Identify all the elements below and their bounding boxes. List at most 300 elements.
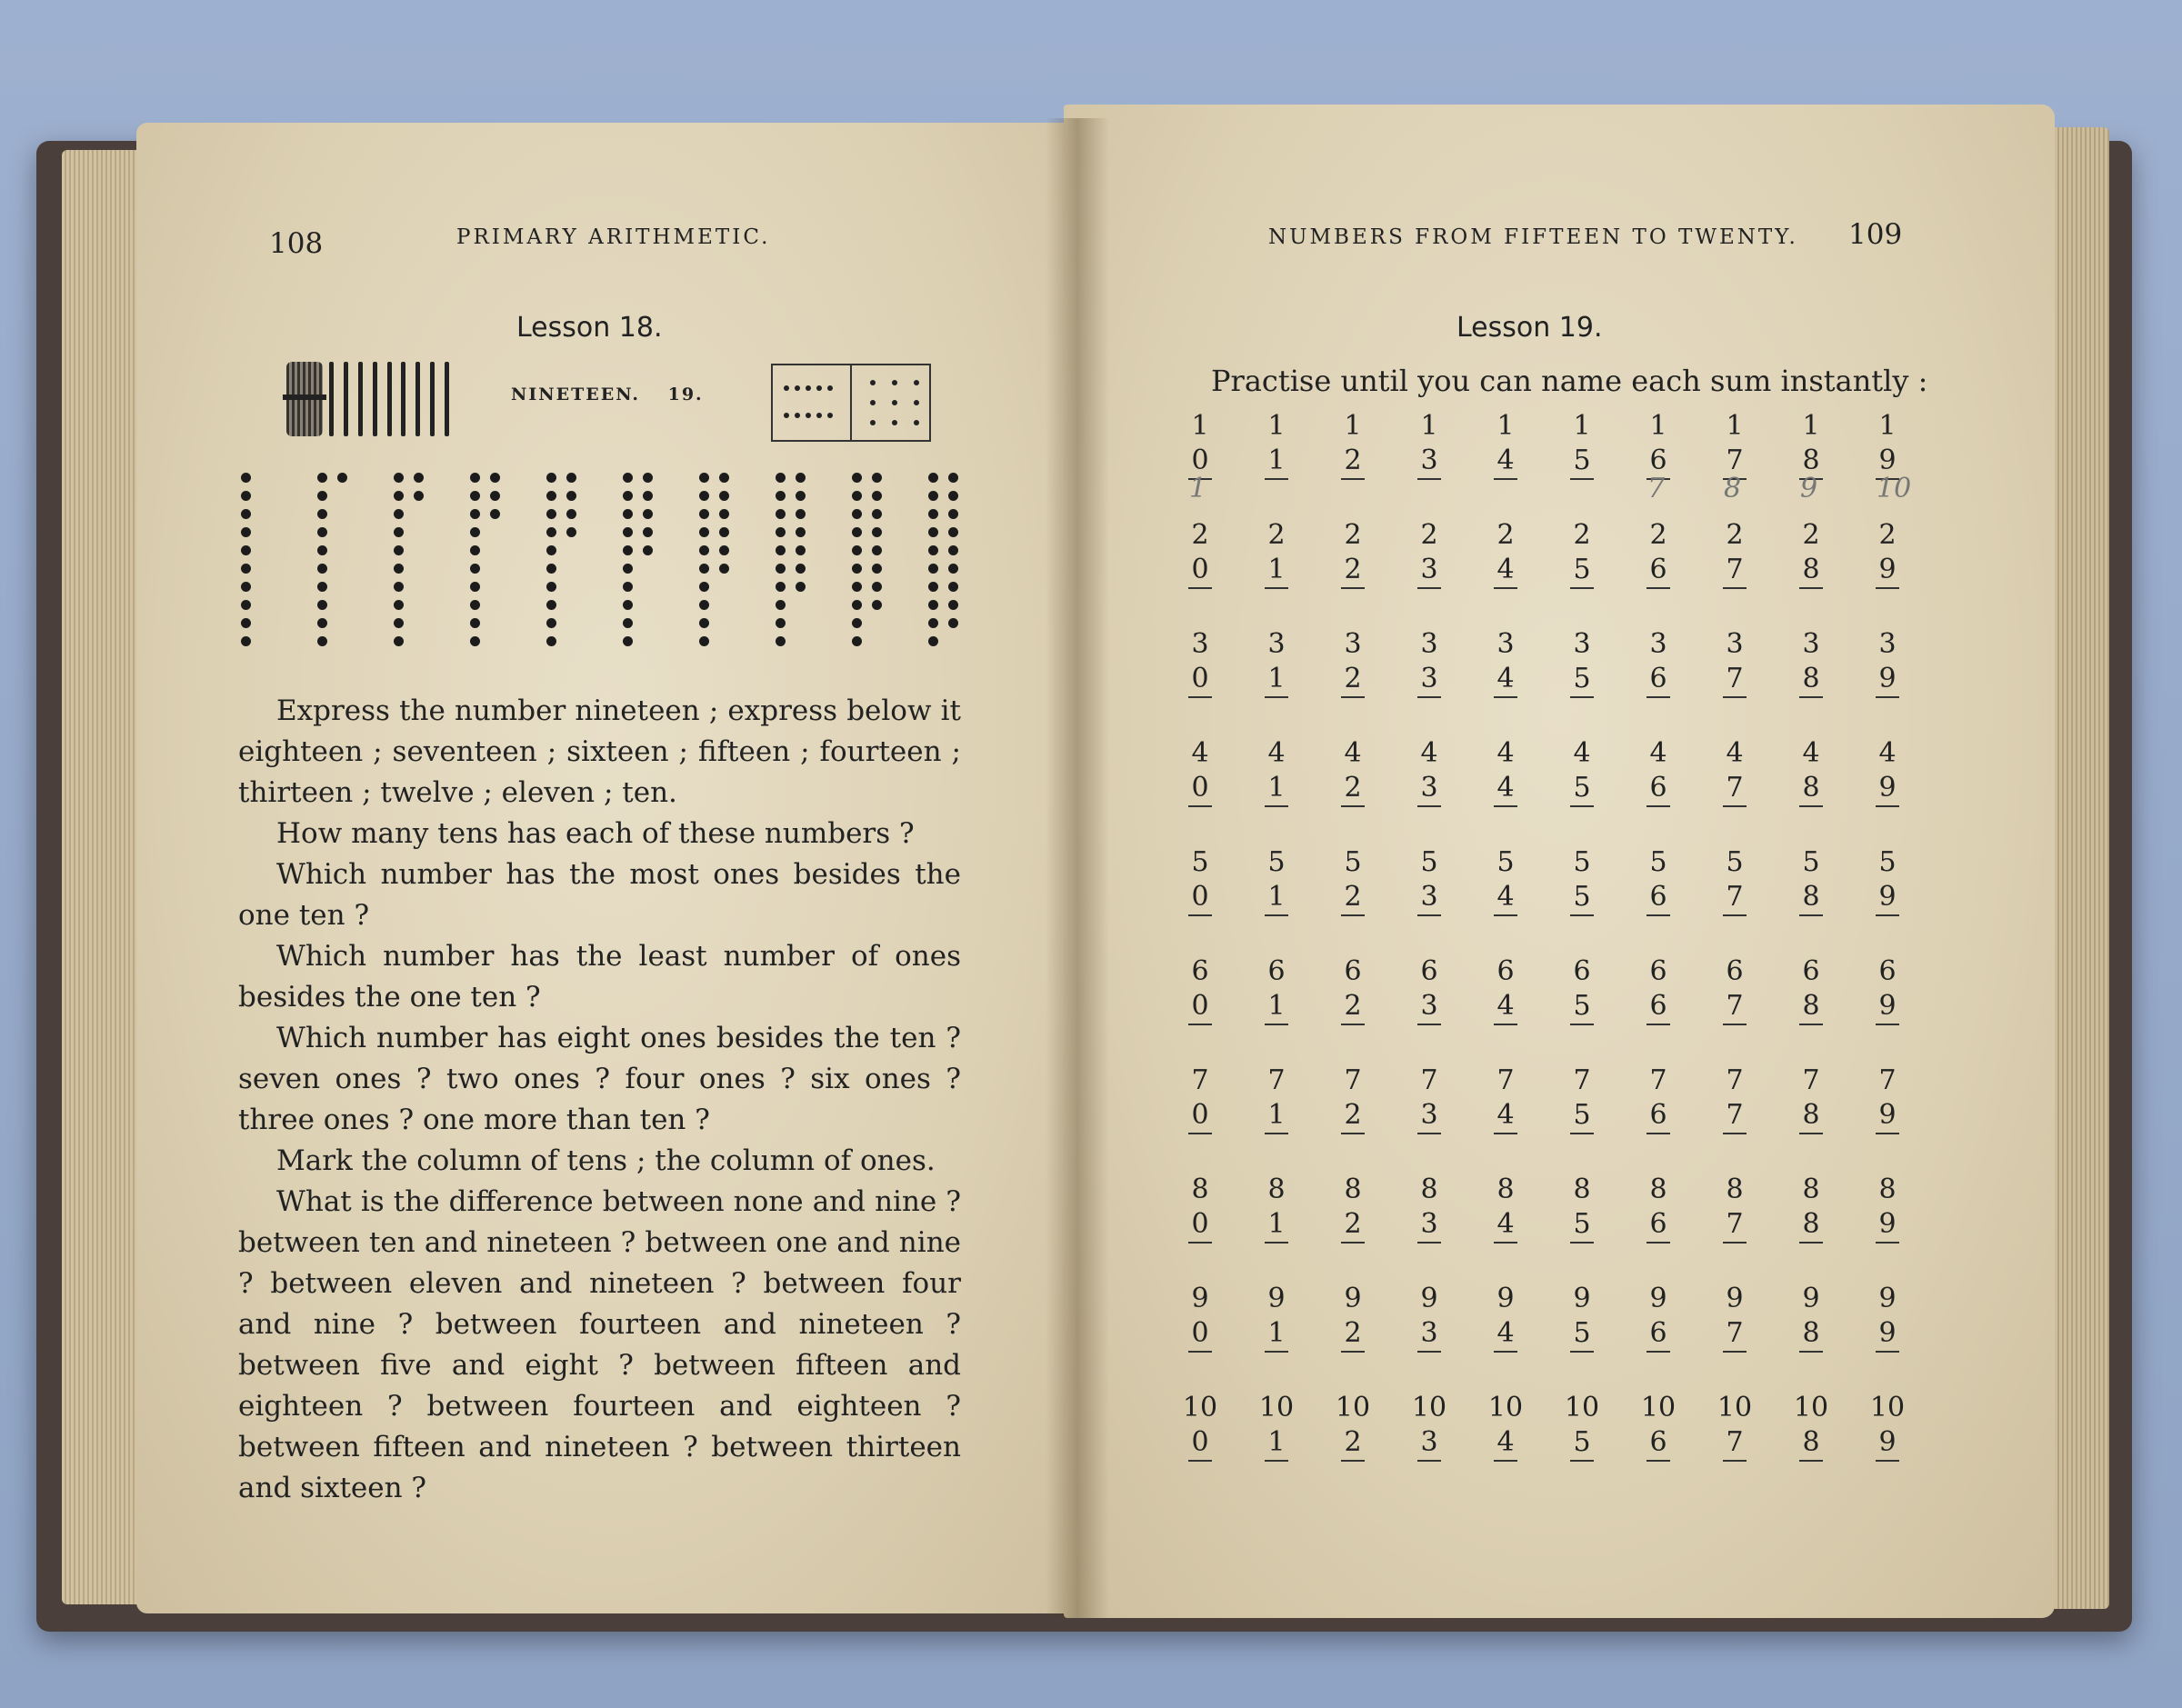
- sum-addend-bottom: 1: [1265, 880, 1288, 916]
- nineteen-digits: 19.: [667, 385, 704, 405]
- sum-cell: [1707, 1173, 1762, 1244]
- sum-addend-top: 8: [1496, 1174, 1515, 1205]
- sum-addend-bottom: 1: [1265, 771, 1288, 807]
- sum-cell: [1478, 1064, 1533, 1134]
- sum-addend-top: 2: [1344, 519, 1362, 551]
- sum-addend-top: 8: [1649, 1174, 1667, 1205]
- pencil-answer: 9: [1800, 473, 1818, 504]
- sum-cell: [1631, 409, 1686, 480]
- sum-addend-top: 4: [1496, 737, 1515, 769]
- sum-addend-top: 6: [1878, 955, 1897, 987]
- sum-addend-top: 7: [1191, 1064, 1209, 1096]
- sum-addend-top: 8: [1802, 1174, 1820, 1205]
- sum-cell: [1173, 954, 1227, 1025]
- lesson-19-title: Lesson 19.: [1456, 312, 1603, 344]
- sum-addend-top: 3: [1726, 628, 1744, 660]
- sum-addend-top: 9: [1344, 1283, 1362, 1314]
- sum-addend-bottom: 3: [1417, 989, 1441, 1025]
- sum-addend-bottom: 5: [1570, 989, 1594, 1025]
- sum-cell: [1402, 1391, 1456, 1462]
- sum-addend-bottom: 0: [1188, 1207, 1212, 1244]
- sum-addend-bottom: 9: [1876, 662, 1899, 698]
- sum-cell: [1478, 1173, 1533, 1244]
- sum-addend-bottom: 2: [1341, 1316, 1365, 1353]
- sum-cell: [1784, 954, 1838, 1025]
- sum-addend-bottom: 0: [1188, 771, 1212, 807]
- sum-cell: [1555, 627, 1609, 698]
- sum-addend-top: 8: [1191, 1174, 1209, 1205]
- sum-cell: [1326, 518, 1380, 589]
- sum-addend-top: 1: [1573, 410, 1591, 442]
- sum-cell: [1631, 627, 1686, 698]
- sum-addend-top: 10: [1487, 1392, 1524, 1423]
- sum-cell: [1707, 1064, 1762, 1134]
- sum-addend-bottom: 6: [1647, 989, 1670, 1025]
- sum-addend-bottom: 7: [1723, 662, 1747, 698]
- sum-addend-bottom: 4: [1494, 662, 1517, 698]
- sum-addend-top: 4: [1420, 737, 1438, 769]
- sum-cell: [1249, 845, 1304, 916]
- sum-addend-bottom: 8: [1799, 1425, 1823, 1462]
- nineteen-word: NINETEEN.: [511, 385, 640, 405]
- sum-addend-bottom: 8: [1799, 880, 1823, 916]
- sum-addend-bottom: 1: [1265, 444, 1288, 480]
- sum-addend-bottom: 7: [1723, 1316, 1747, 1353]
- sum-addend-bottom: 2: [1341, 1207, 1365, 1244]
- lesson-18-paragraph: What is the difference between none and nine ? between ten and nineteen ? between one and nine ? between eleven and nineteen ? between four and nine ? between fourteen and nineteen ? between five and eight ? between fifteen and eighteen ? between fourteen and eighteen ? between fifteen and nineteen ? between thirteen and sixteen ?: [238, 1185, 961, 1504]
- sum-cell: [1326, 1173, 1380, 1244]
- sum-addend-bottom: 0: [1188, 880, 1212, 916]
- sum-cell: [1173, 1173, 1227, 1244]
- sum-cell: [1173, 845, 1227, 916]
- sum-addend-bottom: 1: [1265, 1316, 1288, 1353]
- sum-cell: [1784, 627, 1838, 698]
- sum-addend-bottom: 8: [1799, 662, 1823, 698]
- sum-addend-bottom: 2: [1341, 880, 1365, 916]
- sum-addend-bottom: 0: [1188, 662, 1212, 698]
- sum-cell: [1784, 845, 1838, 916]
- sum-addend-top: 9: [1802, 1283, 1820, 1314]
- sum-cell: [1631, 1282, 1686, 1353]
- lesson-18-paragraph: Mark the column of tens ; the column of ones.: [276, 1144, 936, 1177]
- sum-cell: [1707, 954, 1762, 1025]
- sum-cell: [1555, 736, 1609, 807]
- sum-cell: [1402, 736, 1456, 807]
- sum-addend-bottom: 0: [1188, 989, 1212, 1025]
- sum-addend-top: 5: [1802, 846, 1820, 878]
- sum-addend-top: 2: [1496, 519, 1515, 551]
- sum-addend-bottom: 2: [1341, 444, 1365, 480]
- sum-addend-top: 5: [1191, 846, 1209, 878]
- sum-cell: [1326, 736, 1380, 807]
- sum-addend-top: 10: [1411, 1392, 1447, 1423]
- sum-cell: [1555, 1173, 1609, 1244]
- sum-addend-top: 3: [1496, 628, 1515, 660]
- pencil-answers: [1173, 473, 1946, 518]
- sum-cell: [1860, 627, 1915, 698]
- sum-addend-top: 7: [1726, 1064, 1744, 1096]
- sum-cell: [1478, 736, 1533, 807]
- sum-cell: [1249, 1282, 1304, 1353]
- sum-cell: [1402, 954, 1456, 1025]
- sum-cell: [1555, 1064, 1609, 1134]
- sum-cell: [1707, 736, 1762, 807]
- sum-addend-bottom: 7: [1723, 880, 1747, 916]
- sum-addend-bottom: 5: [1570, 1425, 1594, 1462]
- sum-cell: [1631, 1064, 1686, 1134]
- sum-addend-bottom: 8: [1799, 989, 1823, 1025]
- sum-addend-top: 10: [1869, 1392, 1906, 1423]
- sum-cell: [1249, 954, 1304, 1025]
- domino-illustration: [771, 364, 931, 442]
- sum-cell: [1860, 1064, 1915, 1134]
- sum-cell: [1555, 409, 1609, 480]
- lesson-18-paragraph: Express the number nineteen ; express below it eighteen ; seventeen ; sixteen ; fifteen ; fourteen ; thirteen ; twelve ; eleven ; ten.: [238, 694, 961, 809]
- sum-cell: [1631, 736, 1686, 807]
- sum-addend-bottom: 3: [1417, 1207, 1441, 1244]
- sum-addend-top: 7: [1878, 1064, 1897, 1096]
- sum-addend-top: 9: [1726, 1283, 1744, 1314]
- sum-addend-bottom: 1: [1265, 1098, 1288, 1134]
- sum-addend-top: 2: [1191, 519, 1209, 551]
- sum-cell: [1555, 518, 1609, 589]
- sum-addend-bottom: 7: [1723, 553, 1747, 589]
- sum-addend-top: 8: [1344, 1174, 1362, 1205]
- sum-cell: [1249, 1173, 1304, 1244]
- book-gutter: [1046, 118, 1109, 1618]
- sum-addend-bottom: 4: [1494, 1207, 1517, 1244]
- sum-addend-bottom: 3: [1417, 1098, 1441, 1134]
- sum-addend-bottom: 9: [1876, 553, 1899, 589]
- sum-addend-top: 6: [1191, 955, 1209, 987]
- lesson-18-text: [238, 691, 961, 1509]
- sum-addend-top: 6: [1496, 955, 1515, 987]
- sum-addend-bottom: 0: [1188, 444, 1212, 480]
- sum-addend-top: 3: [1267, 628, 1286, 660]
- sum-addend-bottom: 8: [1799, 1207, 1823, 1244]
- sum-addend-bottom: 8: [1799, 771, 1823, 807]
- lesson-18-paragraph: Which number has the least number of ones besides the one ten ?: [238, 940, 961, 1014]
- sum-cell: [1707, 409, 1762, 480]
- sum-addend-top: 7: [1344, 1064, 1362, 1096]
- sum-addend-bottom: 0: [1188, 1316, 1212, 1353]
- sum-cell: [1326, 954, 1380, 1025]
- sum-addend-top: 5: [1878, 846, 1897, 878]
- sum-addend-bottom: 7: [1723, 989, 1747, 1025]
- sum-addend-top: 4: [1267, 737, 1286, 769]
- sum-addend-bottom: 2: [1341, 989, 1365, 1025]
- sum-cell: [1173, 1282, 1227, 1353]
- sum-addend-top: 9: [1878, 1283, 1897, 1314]
- sum-addend-bottom: 4: [1494, 1098, 1517, 1134]
- sum-addend-bottom: 2: [1341, 771, 1365, 807]
- sum-cell: [1249, 1064, 1304, 1134]
- sum-addend-top: 9: [1420, 1283, 1438, 1314]
- sum-addend-top: 6: [1420, 955, 1438, 987]
- sum-cell: [1478, 627, 1533, 698]
- sum-addend-top: 9: [1573, 1283, 1591, 1314]
- sum-cell: [1707, 845, 1762, 916]
- bundle-of-ten-sticks-illustration: [286, 362, 323, 436]
- sum-addend-top: 3: [1649, 628, 1667, 660]
- lesson-18-paragraph: Which number has the most ones besides the one ten ?: [238, 858, 961, 932]
- sum-cell: [1784, 1282, 1838, 1353]
- sum-addend-top: 5: [1496, 846, 1515, 878]
- pencil-answer: 8: [1724, 473, 1742, 504]
- sum-cell: [1249, 409, 1304, 480]
- sum-cell: [1784, 1391, 1838, 1462]
- left-running-head: PRIMARY ARITHMETIC.: [456, 225, 771, 249]
- sum-addend-top: 2: [1420, 519, 1438, 551]
- sum-addend-bottom: 6: [1647, 880, 1670, 916]
- sum-addend-top: 7: [1496, 1064, 1515, 1096]
- sum-addend-bottom: 5: [1570, 771, 1594, 807]
- sum-addend-bottom: 8: [1799, 553, 1823, 589]
- dot-columns-illustration: [241, 473, 968, 664]
- sum-addend-bottom: 5: [1570, 444, 1594, 480]
- sum-addend-top: 9: [1267, 1283, 1286, 1314]
- sum-addend-bottom: 4: [1494, 989, 1517, 1025]
- sum-cell: [1249, 1391, 1304, 1462]
- sum-cell: [1326, 627, 1380, 698]
- sum-cell: [1173, 1064, 1227, 1134]
- sum-cell: [1478, 409, 1533, 480]
- sum-addend-bottom: 4: [1494, 880, 1517, 916]
- sum-addend-top: 6: [1573, 955, 1591, 987]
- sum-addend-bottom: 6: [1647, 444, 1670, 480]
- sum-cell: [1173, 736, 1227, 807]
- sum-addend-bottom: 6: [1647, 553, 1670, 589]
- sum-addend-top: 10: [1335, 1392, 1371, 1423]
- sum-addend-top: 8: [1573, 1174, 1591, 1205]
- sum-addend-bottom: 6: [1647, 1207, 1670, 1244]
- sum-addend-bottom: 3: [1417, 1316, 1441, 1353]
- sum-addend-bottom: 9: [1876, 444, 1899, 480]
- sum-cell: [1860, 409, 1915, 480]
- sum-addend-bottom: 8: [1799, 1316, 1823, 1353]
- sum-addend-top: 7: [1267, 1064, 1286, 1096]
- sum-cell: [1249, 736, 1304, 807]
- sum-cell: [1707, 518, 1762, 589]
- sum-addend-bottom: 7: [1723, 1098, 1747, 1134]
- right-page-number: 109: [1848, 218, 1903, 251]
- sum-addend-bottom: 0: [1188, 1425, 1212, 1462]
- sum-cell: [1631, 845, 1686, 916]
- sum-cell: [1631, 1391, 1686, 1462]
- sum-cell: [1478, 518, 1533, 589]
- sum-cell: [1555, 1391, 1609, 1462]
- sum-addend-bottom: 9: [1876, 1207, 1899, 1244]
- sum-addend-bottom: 3: [1417, 1425, 1441, 1462]
- sum-addend-top: 8: [1267, 1174, 1286, 1205]
- sum-addend-top: 7: [1420, 1064, 1438, 1096]
- domino-nine-half: [850, 365, 929, 440]
- pencil-answer: 10: [1877, 473, 1912, 504]
- sum-cell: [1784, 409, 1838, 480]
- sum-addend-bottom: 2: [1341, 1425, 1365, 1462]
- sum-cell: [1326, 845, 1380, 916]
- sum-addend-top: 10: [1258, 1392, 1295, 1423]
- sum-addend-bottom: 6: [1647, 1316, 1670, 1353]
- nineteen-label: [511, 385, 704, 405]
- sum-addend-top: 3: [1878, 628, 1897, 660]
- sum-addend-top: 1: [1496, 410, 1515, 442]
- sum-cell: [1478, 1391, 1533, 1462]
- sum-cell: [1173, 627, 1227, 698]
- sum-cell: [1402, 1282, 1456, 1353]
- sum-addend-top: 8: [1420, 1174, 1438, 1205]
- sum-addend-bottom: 9: [1876, 1316, 1899, 1353]
- sum-cell: [1860, 518, 1915, 589]
- sum-cell: [1784, 518, 1838, 589]
- pencil-answer: 1: [1189, 473, 1207, 504]
- sum-addend-bottom: 1: [1265, 1207, 1288, 1244]
- sum-addend-top: 1: [1649, 410, 1667, 442]
- sum-addend-top: 1: [1878, 410, 1897, 442]
- sum-addend-top: 6: [1649, 955, 1667, 987]
- sum-addend-bottom: 5: [1570, 662, 1594, 698]
- sum-addend-bottom: 7: [1723, 444, 1747, 480]
- sum-addend-bottom: 3: [1417, 880, 1441, 916]
- sum-cell: [1784, 736, 1838, 807]
- sum-addend-top: 10: [1564, 1392, 1600, 1423]
- sum-cell: [1478, 1282, 1533, 1353]
- lesson-18-title: Lesson 18.: [516, 312, 663, 344]
- sum-cell: [1173, 1391, 1227, 1462]
- sum-addend-top: 5: [1573, 846, 1591, 878]
- sum-addend-bottom: 1: [1265, 553, 1288, 589]
- sum-addend-bottom: 0: [1188, 1098, 1212, 1134]
- sum-addend-top: 9: [1191, 1283, 1209, 1314]
- sum-cell: [1707, 627, 1762, 698]
- sum-addend-bottom: 9: [1876, 771, 1899, 807]
- sum-addend-top: 3: [1802, 628, 1820, 660]
- sum-cell: [1249, 627, 1304, 698]
- sum-addend-bottom: 8: [1799, 444, 1823, 480]
- sum-cell: [1860, 1391, 1915, 1462]
- sum-addend-bottom: 2: [1341, 1098, 1365, 1134]
- sum-addend-top: 5: [1267, 846, 1286, 878]
- sum-cell: [1707, 1282, 1762, 1353]
- sum-cell: [1784, 1064, 1838, 1134]
- sum-addend-bottom: 5: [1570, 1316, 1594, 1353]
- left-page-number: 108: [269, 227, 324, 260]
- sum-addend-bottom: 9: [1876, 989, 1899, 1025]
- sum-addend-bottom: 2: [1341, 662, 1365, 698]
- sum-addend-bottom: 7: [1723, 1425, 1747, 1462]
- sum-addend-top: 10: [1182, 1392, 1218, 1423]
- sum-addend-top: 5: [1726, 846, 1744, 878]
- sum-cell: [1249, 518, 1304, 589]
- sum-cell: [1173, 409, 1227, 480]
- sum-cell: [1631, 518, 1686, 589]
- sum-addend-top: 5: [1344, 846, 1362, 878]
- sum-addend-top: 2: [1267, 519, 1286, 551]
- sum-cell: [1402, 1064, 1456, 1134]
- sum-addend-top: 6: [1267, 955, 1286, 987]
- sum-cell: [1402, 845, 1456, 916]
- sum-addend-top: 4: [1802, 737, 1820, 769]
- sum-addend-top: 7: [1649, 1064, 1667, 1096]
- sum-addend-top: 9: [1649, 1283, 1667, 1314]
- sum-cell: [1707, 1391, 1762, 1462]
- sum-addend-bottom: 5: [1570, 1207, 1594, 1244]
- sum-addend-bottom: 5: [1570, 1098, 1594, 1134]
- sum-cell: [1326, 1064, 1380, 1134]
- sum-addend-bottom: 5: [1570, 553, 1594, 589]
- sum-addend-bottom: 6: [1647, 771, 1670, 807]
- sum-addend-top: 3: [1191, 628, 1209, 660]
- sum-addend-bottom: 7: [1723, 771, 1747, 807]
- sum-addend-top: 3: [1573, 628, 1591, 660]
- sum-addend-top: 10: [1793, 1392, 1829, 1423]
- sum-addend-top: 10: [1717, 1392, 1753, 1423]
- sum-cell: [1326, 409, 1380, 480]
- sum-addend-top: 10: [1640, 1392, 1677, 1423]
- sum-addend-bottom: 5: [1570, 880, 1594, 916]
- pencil-answer: 7: [1647, 473, 1666, 504]
- sum-addend-top: 1: [1267, 410, 1286, 442]
- sum-cell: [1860, 736, 1915, 807]
- sum-addend-bottom: 2: [1341, 553, 1365, 589]
- sum-cell: [1860, 1173, 1915, 1244]
- sum-addend-bottom: 6: [1647, 1098, 1670, 1134]
- sum-addend-top: 5: [1420, 846, 1438, 878]
- sum-addend-bottom: 6: [1647, 1425, 1670, 1462]
- sum-cell: [1326, 1391, 1380, 1462]
- sum-addend-top: 4: [1573, 737, 1591, 769]
- sum-addend-top: 2: [1649, 519, 1667, 551]
- sum-addend-bottom: 1: [1265, 662, 1288, 698]
- sum-addend-top: 1: [1420, 410, 1438, 442]
- sum-cell: [1555, 845, 1609, 916]
- sum-addend-top: 4: [1649, 737, 1667, 769]
- sum-addend-top: 9: [1496, 1283, 1515, 1314]
- sum-addend-top: 4: [1344, 737, 1362, 769]
- sum-cell: [1402, 409, 1456, 480]
- sum-addend-bottom: 8: [1799, 1098, 1823, 1134]
- sum-addend-top: 6: [1344, 955, 1362, 987]
- sum-addend-top: 6: [1802, 955, 1820, 987]
- sum-addend-top: 4: [1191, 737, 1209, 769]
- sum-addend-top: 4: [1726, 737, 1744, 769]
- domino-ten-half: [773, 365, 850, 440]
- sum-cell: [1402, 1173, 1456, 1244]
- sum-addend-top: 1: [1726, 410, 1744, 442]
- sum-cell: [1478, 954, 1533, 1025]
- sum-addend-top: 3: [1344, 628, 1362, 660]
- sum-addend-bottom: 9: [1876, 1425, 1899, 1462]
- sum-cell: [1784, 1173, 1838, 1244]
- sum-cell: [1402, 518, 1456, 589]
- sum-addend-bottom: 9: [1876, 880, 1899, 916]
- sum-cell: [1631, 1173, 1686, 1244]
- right-running-head: NUMBERS FROM FIFTEEN TO TWENTY.: [1268, 225, 1798, 249]
- sum-addend-top: 1: [1191, 410, 1209, 442]
- sum-addend-bottom: 4: [1494, 1425, 1517, 1462]
- sum-addend-top: 2: [1802, 519, 1820, 551]
- sum-cell: [1326, 1282, 1380, 1353]
- sum-addend-top: 2: [1878, 519, 1897, 551]
- sum-addend-top: 7: [1573, 1064, 1591, 1096]
- sum-cell: [1860, 1282, 1915, 1353]
- sum-addend-bottom: 3: [1417, 771, 1441, 807]
- sum-addend-top: 6: [1726, 955, 1744, 987]
- sum-addend-bottom: 4: [1494, 444, 1517, 480]
- nine-single-sticks-illustration: [329, 362, 449, 436]
- sum-addend-bottom: 4: [1494, 1316, 1517, 1353]
- sum-cell: [1631, 954, 1686, 1025]
